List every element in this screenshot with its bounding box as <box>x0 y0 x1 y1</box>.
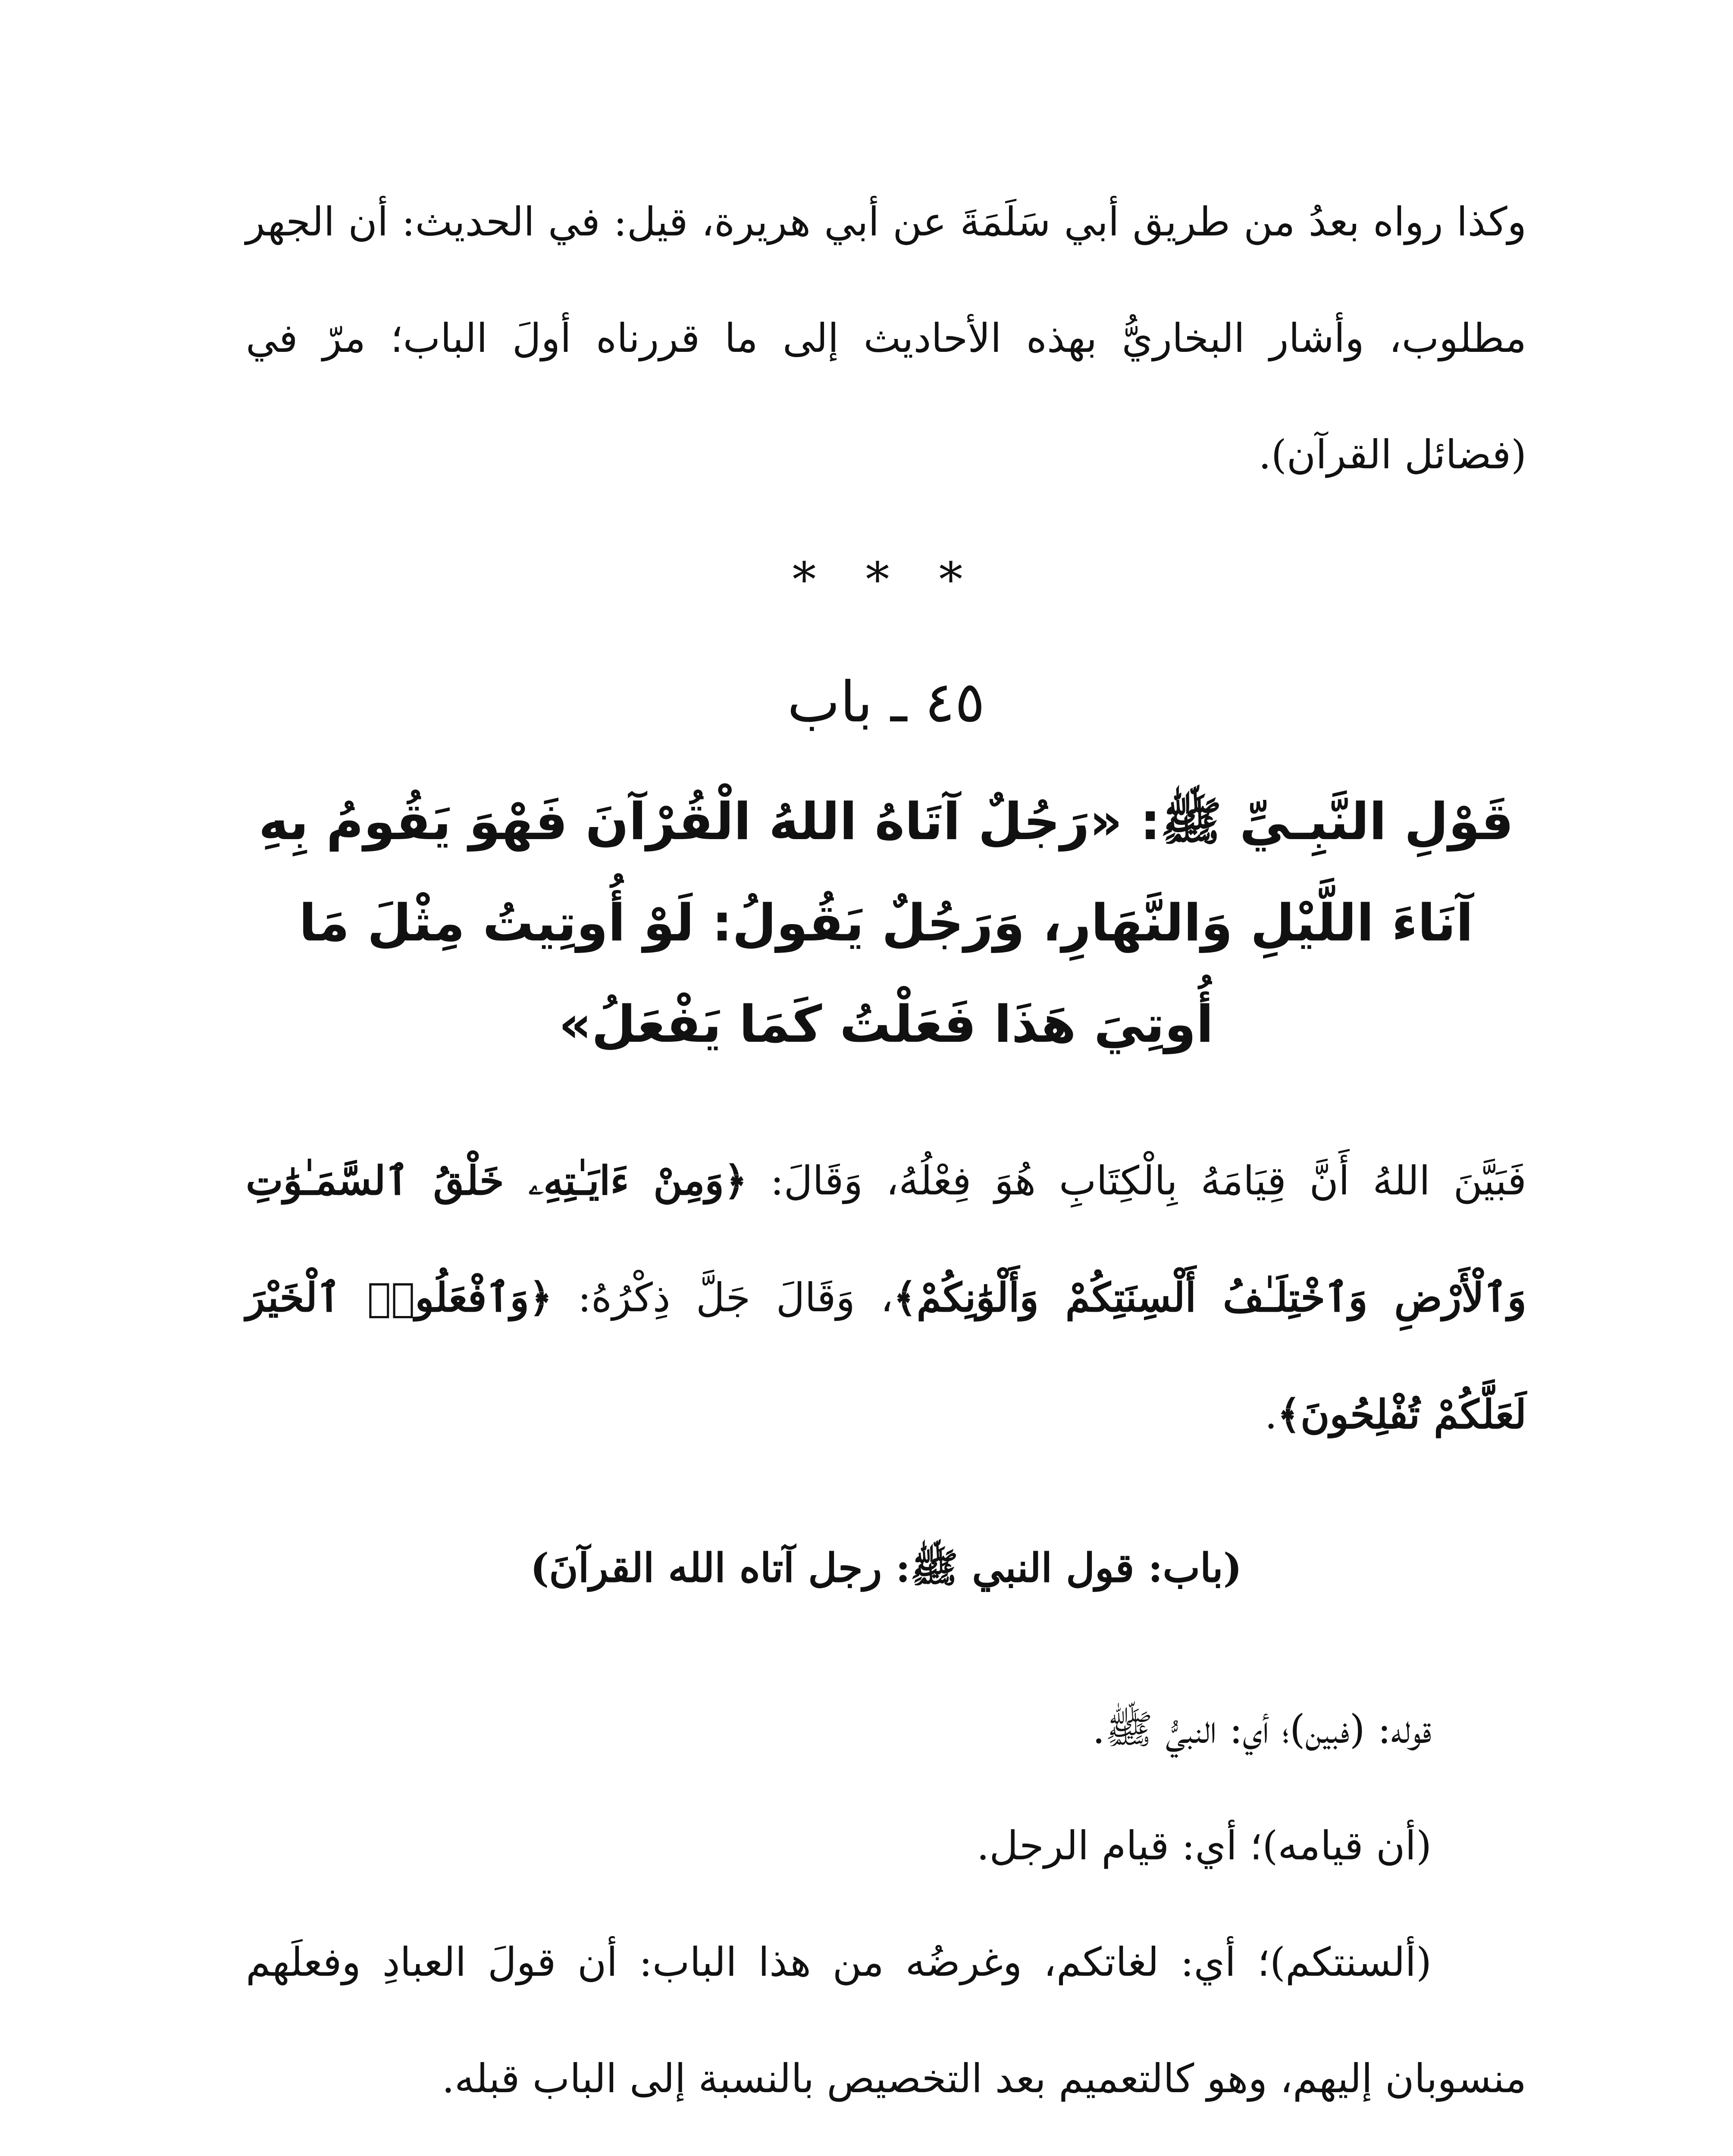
commentary-line: (أن قيامه)؛ أي: قيام الرجل. <box>977 1823 1432 1869</box>
chapter-number: ٤٥ ـ باب <box>787 669 985 735</box>
commentary-line-text: (ألسنتكم)؛ أي: لغاتكم، وغرضُه من هذا الباب: أن قولَ العبادِ وفعلَهم منسوبان إليهم، وهو كالتعميم بعد التخصيص بالنسبة إلى الباب قبله. <box>246 1939 1526 2102</box>
quran-verse-2: ﴿وَٱفْعَلُوا۟ ٱلْخَيْرَ لَعَلَّكُمْ تُفْلِحُونَ﴾ <box>246 1274 1526 1438</box>
commentary-line <box>246 1904 1526 2137</box>
main-text-part3: . <box>1264 1391 1278 1438</box>
commentary-line: قوله: (فبين)؛ أي: النبيُّ ﷺ. <box>1092 1706 1432 1752</box>
commentary-heading: (باب: قول النبي ﷺ: رجل آتاه الله القرآنَ) <box>530 1545 1242 1591</box>
main-text-part1: فَبَيَّنَ اللهُ أَنَّ قِيَامَهُ بِالْكِتَابِ هُوَ فِعْلُهُ، وَقَالَ: <box>747 1158 1526 1204</box>
document-page <box>246 164 1526 2156</box>
chapter-title: قَوْلِ النَّبِـيِّ ﷺ: «رَجُلٌ آتَاهُ اللهُ الْقُرْآنَ فَهْوَ يَقُومُ بِهِ آنَاءَ اللَّيْلِ وَالنَّهَارِ، وَرَجُلٌ يَقُولُ: لَوْ أُوتِيتُ مِثْلَ مَا أُوتِيَ هَذَا فَعَلْتُ كَمَا يَفْعَلُ» <box>258 792 1514 1054</box>
main-text <box>246 1122 1526 1473</box>
quran-verse-1: ﴿وَمِنْ ءَايَـٰتِهِۦ خَلْقُ ٱلسَّمَـٰوَٰتِ وَٱلْأَرْضِ وَٱخْتِلَـٰفُ أَلْسِنَتِكُمْ وَأَلْوَٰنِكُمْ﴾ <box>246 1157 1526 1321</box>
intro-paragraph: وكذا رواه بعدُ من طريق أبي سَلَمَةَ عن أبي هريرة، قيل: في الحديث: أن الجهر مطلوب، وأشار البخاريُّ بهذه الأحاديث إلى ما قررناه أولَ الباب؛ مرّ في (فضائل القرآن). <box>246 199 1527 478</box>
main-text-part2: ، وَقَالَ جَلَّ ذِكْرُهُ: <box>552 1275 893 1321</box>
section-separator: * * * <box>792 552 980 607</box>
